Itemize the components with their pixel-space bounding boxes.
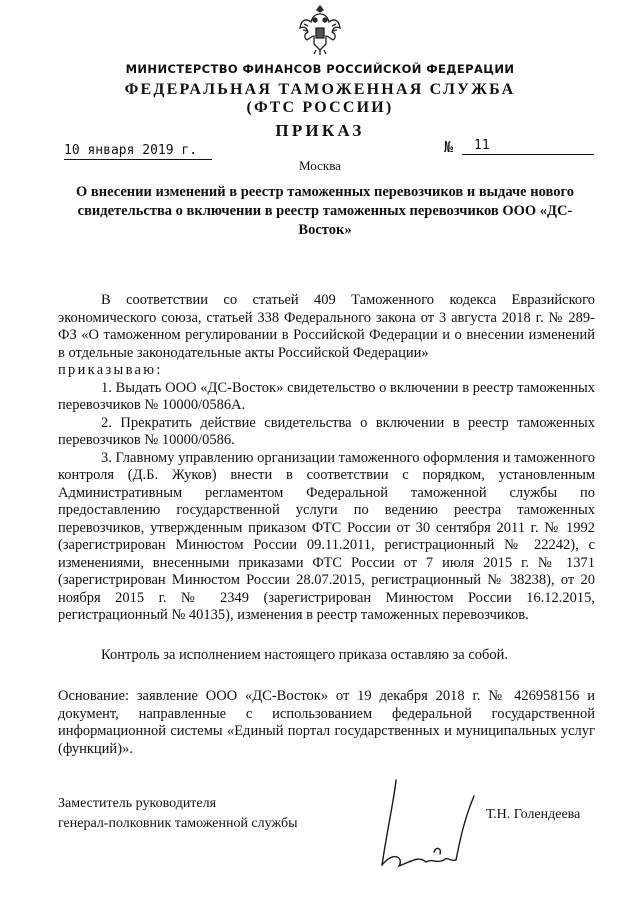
order-number-label: №	[444, 138, 454, 156]
order-number: 11	[462, 138, 594, 155]
order-item-3: 3. Главному управлению организации таможенного оформления и таможенного контроля (Д.Б. Жуков) внести в соответствии с порядком, установленным Административным регламентом Федеральной таможенной службы по предоставлению государственной услуги по ведению реестра таможенных перевозчиков, утвержденным приказом ФТС России от 30 сентября 2011 г. № 1992 (зарегистрирован Минюстом России 09.11.2011, регистрационный № 22242), с изменениями, внесенными приказами ФТС России от 7 июля 2015 г. № 1371 (зарегистрирован Минюстом России 28.07.2015, регистрационный № 38238), от 20 ноября 2015 г. № 2349 (зарегистрирован Минюстом России 16.12.2015, регистрационный № 40135), изменения в реестр таможенных перевозчиков.	[58, 449, 595, 623]
coat-of-arms-icon	[298, 4, 342, 56]
order-date: 10 января 2019 г.	[64, 143, 212, 160]
ministry-name: МИНИСТЕРСТВО ФИНАНСОВ РОССИЙСКОЙ ФЕДЕРАЦИИ	[125, 62, 515, 76]
signatory-title	[58, 794, 297, 834]
signatory-name: Т.Н. Голендеева	[486, 807, 581, 822]
city: Москва	[299, 158, 341, 173]
order-body	[58, 292, 595, 758]
preamble-paragraph: В соответствии со статьей 409 Таможенного кодекса Евразийского экономического союза, статьей 338 Федерального закона от 3 августа 2018 г. № 289-ФЗ «О таможенном регулировании в Российской Федерации и о внесении изменений в отдельные законодательные акты Российской Федерации»	[58, 292, 595, 361]
order-item-1: 1. Выдать ООО «ДС-Восток» свидетельство о включении в реестр таможенных перевозчиков № 10000/0586А.	[58, 379, 595, 413]
signatory-title-line2: генерал-полковник таможенной службы	[58, 816, 298, 831]
service-name: ФЕДЕРАЛЬНАЯ ТАМОЖЕННАЯ СЛУЖБА	[124, 81, 516, 98]
handwritten-signature	[374, 770, 484, 880]
order-word: приказываю:	[58, 362, 163, 378]
service-abbreviation: (ФТС РОССИИ)	[246, 99, 394, 116]
signatory-title-line1: Заместитель руководителя	[58, 796, 217, 811]
order-item-2: 2. Прекратить действие свидетельства о включении в реестр таможенных перевозчиков № 10000/0586.	[58, 414, 595, 448]
document-type: ПРИКАЗ	[275, 121, 365, 140]
basis-paragraph: Основание: заявление ООО «ДС-Восток» от 19 декабря 2018 г. № 426958156 и документ, направленные с использованием федеральной государственной информационной системы «Единый портал государственных и муниципальных услуг (функций)».	[58, 688, 595, 757]
control-paragraph: Контроль за исполнением настоящего приказа оставляю за собой.	[101, 646, 509, 663]
order-subject: О внесении изменений в реестр таможенных перевозчиков и выдаче нового свидетельства о включении в реестр таможенных перевозчиков ООО «ДС-Восток»	[76, 184, 574, 238]
